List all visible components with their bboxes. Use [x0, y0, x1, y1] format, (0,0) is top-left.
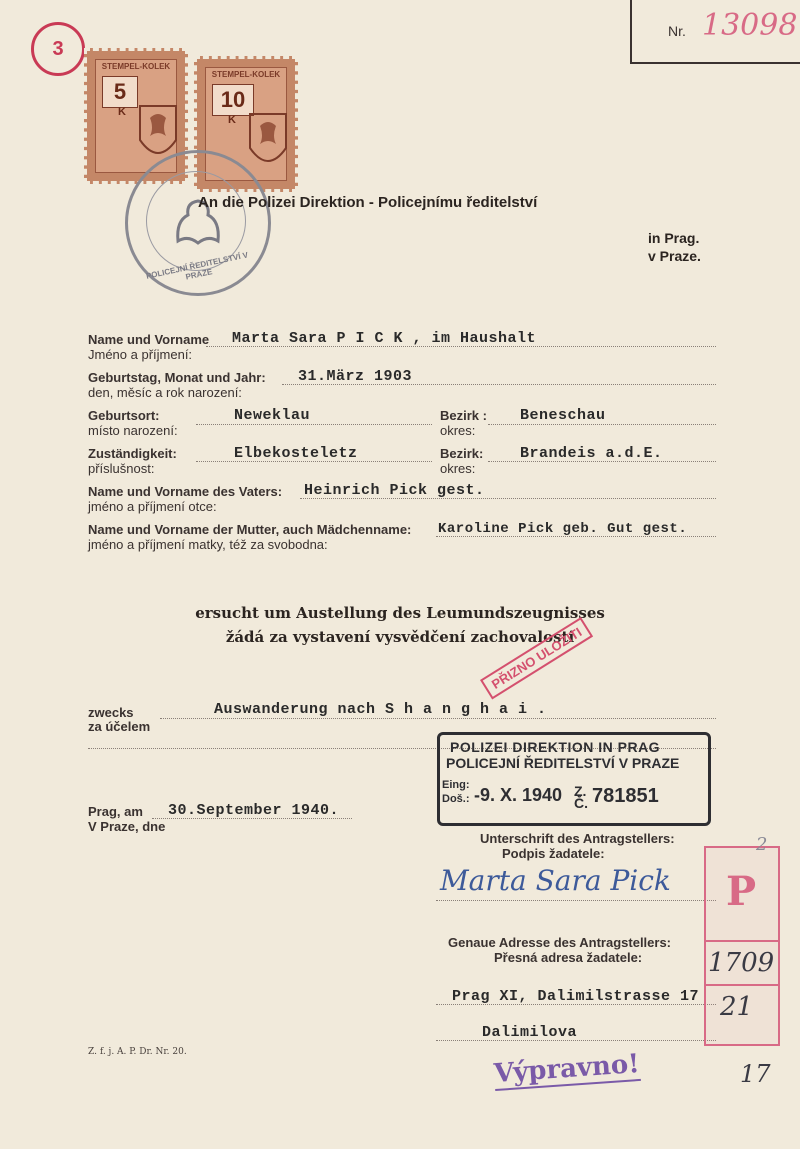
competence-label-de: Zuständigkeit:: [88, 446, 177, 461]
police-stamp-eing: Eing:: [442, 779, 470, 791]
stamp-value: 10: [212, 84, 254, 116]
purpose-dotted-line: [160, 718, 716, 719]
red-file-stamp: PŘIZNO ULOŽITI: [480, 617, 593, 700]
signature-value: Marta Sara Pick: [440, 864, 671, 897]
birth-value: 31.März 1903: [298, 368, 413, 385]
addressee-title: An die Polizei Direktion - Policejnímu ředitelství: [198, 194, 538, 211]
father-label-de: Name und Vorname des Vaters:: [88, 484, 283, 499]
birthplace-label-cs: místo narození:: [88, 423, 178, 438]
father-value: Heinrich Pick gest.: [304, 482, 485, 499]
p-box-divider: [706, 984, 778, 986]
stamp-currency: K: [228, 114, 236, 126]
stamp-currency: K: [118, 106, 126, 118]
name-label-cs: Jméno a příjmení:: [88, 347, 193, 362]
p-box-small-number: 2: [756, 834, 768, 855]
police-reception-stamp: [437, 732, 711, 826]
birthplace-dotted-line: [196, 424, 432, 425]
lion-crest-icon: [246, 108, 290, 178]
mother-label-cs: jméno a příjmení matky, též za svobodna:: [88, 537, 328, 552]
signature-label-de: Unterschrift des Antragstellers:: [480, 831, 675, 846]
circle-number-stamp: 3: [31, 22, 85, 76]
stamp-value: 5: [102, 76, 138, 108]
father-label-cs: jméno a příjmení otce:: [88, 499, 217, 514]
stamp-header-text: STEMPEL-KOLEK: [101, 62, 171, 71]
signature-dotted-line: [436, 900, 716, 901]
purpose-value: Auswanderung nach S h a n g h a i .: [214, 701, 547, 718]
district1-label-cs: okres:: [440, 423, 476, 438]
district2-label-de: Bezirk:: [440, 446, 484, 461]
address-line2: Dalimilova: [482, 1024, 578, 1041]
p-box-num2: 21: [720, 992, 754, 1022]
city-de: in Prag.: [648, 230, 700, 246]
stamp-header-text: STEMPEL-KOLEK: [211, 70, 281, 79]
p-register-box: [704, 834, 780, 1046]
birth-label-cs: den, měsíc a rok narození:: [88, 385, 242, 400]
competence-label-cs: příslušnost:: [88, 461, 155, 476]
request-line-de: ersucht um Austellung des Leumundszeugnisses: [195, 604, 605, 622]
form-code: Z. f. j. A. P. Dr. Nr. 20.: [88, 1047, 187, 1057]
police-stamp-zc: Z. Č.: [574, 783, 588, 811]
birth-label-de: Geburtstag, Monat und Jahr:: [88, 370, 266, 385]
handwritten-mark: 17: [740, 1060, 771, 1088]
nr-value: 13098: [702, 8, 798, 43]
police-stamp-line1: POLIZEI DIREKTION IN PRAG: [450, 739, 661, 755]
signature-label-cs: Podpis žadatele:: [502, 846, 605, 861]
date-label-cs: V Praze, dne: [88, 819, 166, 834]
mother-value: Karoline Pick geb. Gut gest.: [438, 521, 688, 537]
p-box-letter: P: [726, 868, 757, 915]
round-stamp-text: POLICEJNÍ ŘEDITELSTVÍ V PRAZE: [145, 250, 249, 282]
police-stamp-dos: Doš.:: [442, 793, 470, 805]
round-police-seal: [125, 150, 271, 296]
date-label-de: Prag, am: [88, 804, 143, 819]
district2-value: Brandeis a.d.E.: [520, 445, 663, 462]
district1-value: Beneschau: [520, 407, 606, 424]
competence-value: Elbekosteletz: [234, 445, 358, 462]
address-line1: Prag XI, Dalimilstrasse 17: [452, 988, 700, 1005]
p-box-divider: [706, 940, 778, 942]
district1-label-de: Bezirk :: [440, 408, 487, 423]
district1-dotted-line: [488, 424, 716, 425]
mother-label-de: Name und Vorname der Mutter, auch Mädchenname:: [88, 522, 412, 537]
address-label-cs: Přesná adresa žadatele:: [494, 950, 643, 965]
district2-label-cs: okres:: [440, 461, 476, 476]
police-stamp-number: 781851: [592, 785, 659, 807]
date-value: 30.September 1940.: [168, 802, 340, 819]
vypravno-stamp: Výpravno!: [493, 1048, 641, 1090]
request-line-cs: žádá za vystavení vysvědčení zachovalosti: [225, 628, 575, 646]
police-stamp-line2: POLICEJNÍ ŘEDITELSTVÍ V PRAZE: [446, 755, 680, 771]
name-label-de: Name und Vorname: [88, 332, 210, 347]
p-box-num1: 1709: [708, 948, 775, 978]
registration-number-box: [630, 0, 800, 64]
nr-label: Nr.: [668, 23, 686, 39]
purpose-label-de: zwecks: [88, 705, 134, 720]
name-value: Marta Sara P I C K , im Haushalt: [232, 330, 537, 347]
city-cs: v Praze.: [648, 248, 701, 264]
purpose-label-cs: za účelem: [88, 719, 151, 734]
birthplace-value: Neweklau: [234, 407, 311, 424]
police-stamp-date: -9. X. 1940: [474, 785, 563, 805]
address-label-de: Genaue Adresse des Antragstellers:: [448, 935, 672, 950]
birthplace-label-de: Geburtsort:: [88, 408, 160, 423]
